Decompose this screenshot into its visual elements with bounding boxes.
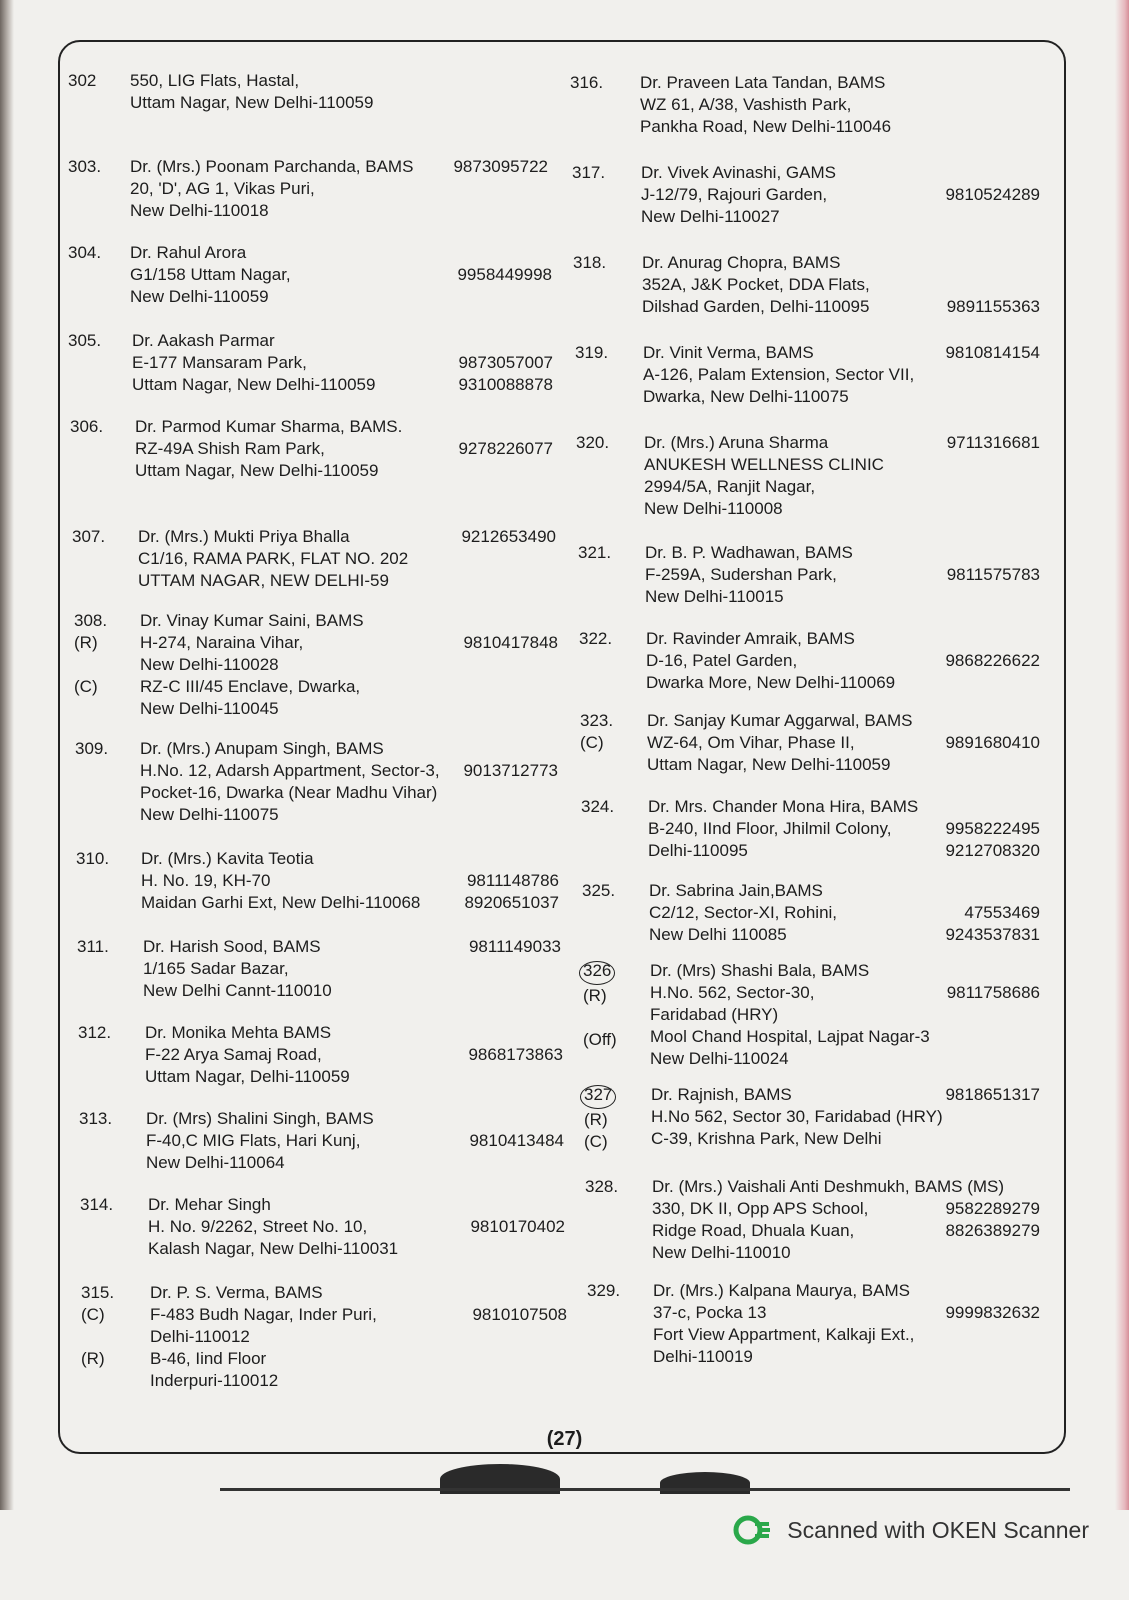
entry-number xyxy=(587,1280,635,1302)
entry-phones xyxy=(940,710,1040,754)
doctor-name: Dr. (Mrs.) Mukti Priya Bhalla xyxy=(138,527,350,546)
phone-number: 9582289279 xyxy=(945,1199,1040,1218)
address-tag: (C) xyxy=(580,733,604,752)
phone-number: 9811149033 xyxy=(468,937,561,956)
doctor-name: Dr. Harish Sood, BAMS xyxy=(143,937,321,956)
address-line: Kalash Nagar, New Delhi-110031 xyxy=(148,1239,399,1258)
address-line: New Delhi-110018 xyxy=(130,201,269,220)
address-line: A-126, Palam Extension, Sector VII, xyxy=(643,365,915,384)
phone-number: 9810413484 xyxy=(469,1131,564,1150)
entry-phones xyxy=(940,342,1040,364)
serial-number: 324. xyxy=(581,797,615,816)
phone-number: 9891680410 xyxy=(945,733,1040,752)
address-line: 1/165 Sadar Bazar, xyxy=(143,959,289,978)
address-line: Inderpuri-110012 xyxy=(150,1371,279,1390)
serial-number: 328. xyxy=(585,1177,619,1196)
phone-number: 8826389279 xyxy=(945,1221,1040,1240)
entry-address xyxy=(642,252,870,318)
address-line: Pankha Road, New Delhi-110046 xyxy=(640,117,892,136)
phone-number: 9868226622 xyxy=(945,651,1040,670)
address-line: WZ 61, A/38, Vashisth Park, xyxy=(640,95,852,114)
address-tag: (Off) xyxy=(583,1030,617,1049)
phone-number: 9310088878 xyxy=(458,375,553,394)
address-line: H-274, Naraina Vihar, xyxy=(140,633,304,652)
serial-number: 312. xyxy=(78,1023,112,1042)
phone-number xyxy=(453,416,553,438)
phone-number: 9811575783 xyxy=(946,565,1040,584)
address-line: F-483 Budh Nagar, Inder Puri, xyxy=(150,1305,377,1324)
address-line: J-12/79, Rajouri Garden, xyxy=(641,185,828,204)
entry-phones xyxy=(461,936,561,958)
entry-address xyxy=(646,628,895,694)
entry-phones xyxy=(467,1282,567,1326)
doctor-name: Dr. Ravinder Amraik, BAMS xyxy=(646,629,855,648)
entry-number xyxy=(81,1282,129,1370)
entry-address xyxy=(641,162,836,228)
address-line: H. No. 19, KH-70 xyxy=(141,871,271,890)
entry-number xyxy=(584,1084,632,1153)
entry-number xyxy=(70,416,118,438)
phone-number: 9810814154 xyxy=(945,343,1040,362)
phone-number: 9212708320 xyxy=(945,841,1040,860)
page-bottom-edge xyxy=(220,1488,1070,1491)
address-line: Delhi-110019 xyxy=(653,1347,753,1366)
entry-address xyxy=(648,796,918,862)
entry-number xyxy=(585,1176,633,1198)
doctor-name: Dr. (Mrs) Shashi Bala, BAMS xyxy=(650,961,870,980)
phone-number xyxy=(940,960,1040,982)
phone-number xyxy=(940,1176,1040,1198)
address-line: C-39, Krishna Park, New Delhi xyxy=(651,1129,882,1148)
entry-number xyxy=(583,960,631,1051)
phone-number: 9810170402 xyxy=(470,1217,565,1236)
address-line: C1/16, RAMA PARK, FLAT NO. 202 xyxy=(138,549,409,568)
phone-number xyxy=(453,330,553,352)
serial-number: 322. xyxy=(579,629,613,648)
entry-number xyxy=(79,1108,127,1130)
entry-phones xyxy=(940,162,1040,206)
entry-address xyxy=(138,526,408,592)
doctor-name: Dr. (Mrs.) Anupam Singh, BAMS xyxy=(140,739,384,758)
phone-number xyxy=(463,1022,563,1044)
entry-address xyxy=(143,936,332,1002)
entry-phones xyxy=(940,1084,1040,1106)
entry-phones xyxy=(940,796,1040,862)
phone-number xyxy=(465,1194,565,1216)
entry-number xyxy=(68,70,116,92)
scanner-logo-icon xyxy=(733,1514,773,1546)
address-line: G1/158 Uttam Nagar, xyxy=(130,265,291,284)
entry-number xyxy=(68,242,116,264)
address-line: Ridge Road, Dhuala Kuan, xyxy=(652,1221,855,1240)
phone-number xyxy=(940,252,1040,274)
entry-phones xyxy=(453,330,553,396)
entry-phones xyxy=(463,1022,563,1066)
address-line: Dilshad Garden, Delhi-110095 xyxy=(642,297,870,316)
entry-number xyxy=(576,432,624,454)
phone-number xyxy=(452,242,552,264)
entry-address xyxy=(132,330,375,396)
doctor-name: Dr. Vinit Verma, BAMS xyxy=(643,343,814,362)
doctor-name: Dr. B. P. Wadhawan, BAMS xyxy=(645,543,853,562)
entry-number xyxy=(581,796,629,818)
doctor-name: Dr. Parmod Kumar Sharma, BAMS. xyxy=(135,417,403,436)
address-line: New Delhi Cannt-110010 xyxy=(143,981,332,1000)
phone-number: 9873057007 xyxy=(458,353,553,372)
entry-address xyxy=(647,710,913,776)
serial-number: 311. xyxy=(77,937,109,956)
serial-number: 306. xyxy=(70,417,104,436)
doctor-name: Dr. (Mrs.) Poonam Parchanda, BAMS xyxy=(130,157,414,176)
entry-address xyxy=(140,738,440,826)
address-line: Uttam Nagar, New Delhi-110059 xyxy=(132,375,376,394)
scanner-text: Scanned with OKEN Scanner xyxy=(787,1516,1089,1543)
phone-number: 9999832632 xyxy=(945,1303,1040,1322)
address-line: Pocket-16, Dwarka (Near Madhu Vihar) xyxy=(140,783,438,802)
phone-number xyxy=(940,274,1040,296)
entry-number xyxy=(575,342,623,364)
address-line: F-40,C MIG Flats, Hari Kunj, xyxy=(146,1131,361,1150)
address-tag: (R) xyxy=(583,986,607,1005)
address-tag: (R) xyxy=(81,1349,105,1368)
phone-number xyxy=(940,628,1040,650)
entry-address xyxy=(130,242,291,308)
address-line: RZ-C III/45 Enclave, Dwarka, xyxy=(140,677,361,696)
serial-number: 310. xyxy=(76,849,110,868)
entry-address xyxy=(645,542,853,608)
serial-number: 329. xyxy=(587,1281,621,1300)
address-line: New Delhi-110045 xyxy=(140,699,279,718)
address-line: Delhi-110012 xyxy=(150,1327,250,1346)
entry-address xyxy=(130,70,373,114)
serial-number: 303. xyxy=(68,157,102,176)
address-line: Uttam Nagar, Delhi-110059 xyxy=(145,1067,350,1086)
serial-number: 319. xyxy=(575,343,609,362)
entry-phones xyxy=(465,1194,565,1238)
serial-number: 316. xyxy=(570,73,604,92)
entry-phones xyxy=(940,960,1040,1004)
address-line: B-240, IInd Floor, Jhilmil Colony, xyxy=(648,819,892,838)
address-tag: (C) xyxy=(74,677,98,696)
address-line: Mool Chand Hospital, Lajpat Nagar-3 xyxy=(650,1027,930,1046)
address-tag xyxy=(583,1007,631,1029)
doctor-name: Dr. Monika Mehta BAMS xyxy=(145,1023,332,1042)
entry-address xyxy=(653,1280,914,1368)
phone-number: 8920651037 xyxy=(464,893,559,912)
entry-address xyxy=(148,1194,398,1260)
phone-number xyxy=(940,880,1040,902)
entry-number xyxy=(570,72,618,94)
entry-phones xyxy=(940,1176,1040,1242)
address-line: Delhi-110095 xyxy=(648,841,748,860)
address-line: New Delhi-110075 xyxy=(140,805,279,824)
address-tag xyxy=(74,654,122,676)
entry-address xyxy=(135,416,402,482)
serial-number: 307. xyxy=(72,527,106,546)
address-line: H.No. 562, Sector-30, xyxy=(650,983,815,1002)
entry-address xyxy=(640,72,891,138)
phone-number: 9958449998 xyxy=(457,265,552,284)
address-tag: (C) xyxy=(584,1132,608,1151)
entry-address xyxy=(141,848,420,914)
entry-phones xyxy=(940,432,1040,454)
address-line: Uttam Nagar, New Delhi-110059 xyxy=(135,461,379,480)
address-line: F-22 Arya Samaj Road, xyxy=(145,1045,322,1064)
serial-number: 308. xyxy=(74,611,108,630)
phone-number: 9810107508 xyxy=(472,1305,567,1324)
entry-phones xyxy=(940,252,1040,318)
phone-number: 9711316681 xyxy=(946,433,1040,452)
entry-phones xyxy=(940,1280,1040,1324)
doctor-name: Dr. (Mrs.) Vaishali Anti Deshmukh, BAMS (MS) xyxy=(652,1177,1005,1196)
address-tag: (R) xyxy=(74,633,98,652)
address-line: New Delhi-110010 xyxy=(652,1243,791,1262)
address-line: New Delhi-110015 xyxy=(645,587,784,606)
entry-number xyxy=(72,526,120,548)
doctor-name: Dr. Sabrina Jain,BAMS xyxy=(649,881,823,900)
address-line: New Delhi-110008 xyxy=(644,499,783,518)
phone-number: 9810417848 xyxy=(463,633,558,652)
phone-number: 9278226077 xyxy=(458,439,553,458)
address-line: New Delhi 110085 xyxy=(649,925,787,944)
serial-number: 323. xyxy=(580,711,614,730)
entry-phones xyxy=(458,738,558,782)
entry-number xyxy=(582,880,630,902)
address-line: Uttam Nagar, New Delhi-110059 xyxy=(647,755,891,774)
doctor-name: Dr. (Mrs) Shalini Singh, BAMS xyxy=(146,1109,374,1128)
phone-number xyxy=(464,1108,564,1130)
entry-phones xyxy=(940,628,1040,672)
phone-number: 9212653490 xyxy=(461,527,556,546)
entry-number xyxy=(77,936,125,958)
serial-number: 325. xyxy=(582,881,616,900)
address-tag: (R) xyxy=(584,1110,608,1129)
entry-phones xyxy=(456,526,556,548)
entry-address xyxy=(643,342,914,408)
entry-address xyxy=(150,1282,377,1392)
phone-number: 9811148786 xyxy=(466,871,559,890)
doctor-name: Dr. P. S. Verma, BAMS xyxy=(150,1283,323,1302)
entry-address xyxy=(644,432,884,520)
address-line: Maidan Garhi Ext, New Delhi-110068 xyxy=(141,893,421,912)
entry-number xyxy=(572,162,620,184)
entry-number xyxy=(76,848,124,870)
phone-number: 9873095722 xyxy=(453,157,548,176)
entry-address xyxy=(130,156,413,222)
serial-number: 327 xyxy=(580,1085,616,1109)
phone-number: 9868173863 xyxy=(468,1045,563,1064)
page-left-shadow xyxy=(0,0,14,1510)
serial-number: 321. xyxy=(578,543,612,562)
entry-phones xyxy=(940,542,1040,586)
address-line: WZ-64, Om Vihar, Phase II, xyxy=(647,733,855,752)
page-number: (27) xyxy=(546,1428,583,1450)
doctor-name: Dr. Praveen Lata Tandan, BAMS xyxy=(640,73,886,92)
entry-phones xyxy=(459,848,559,914)
serial-number: 317. xyxy=(572,163,606,182)
serial-number: 309. xyxy=(75,739,109,758)
phone-number: 9013712773 xyxy=(463,761,558,780)
address-line: C2/12, Sector-XI, Rohini, xyxy=(649,903,838,922)
address-line: H.No. 12, Adarsh Appartment, Sector-3, xyxy=(140,761,440,780)
address-tag xyxy=(81,1326,129,1348)
entry-phones xyxy=(458,610,558,654)
doctor-name: Dr. Mrs. Chander Mona Hira, BAMS xyxy=(648,797,919,816)
entry-address xyxy=(651,1084,943,1150)
phone-number: 9818651317 xyxy=(945,1085,1040,1104)
phone-number xyxy=(459,848,559,870)
entry-address xyxy=(140,610,364,720)
address-line: New Delhi-110027 xyxy=(641,207,780,226)
address-line: Faridabad (HRY) xyxy=(650,1005,779,1024)
phone-number: 9243537831 xyxy=(945,925,1040,944)
phone-number xyxy=(467,1282,567,1304)
phone-number xyxy=(458,738,558,760)
doctor-name: Dr. Anurag Chopra, BAMS xyxy=(642,253,841,272)
address-line: 2994/5A, Ranjit Nagar, xyxy=(644,477,816,496)
entry-number xyxy=(78,1022,126,1044)
doctor-name: Dr. Rajnish, BAMS xyxy=(651,1085,792,1104)
doctor-name: Dr. (Mrs.) Aruna Sharma xyxy=(644,433,829,452)
serial-number: 326 xyxy=(579,961,615,985)
entry-phones xyxy=(453,416,553,460)
serial-number: 302 xyxy=(68,71,97,90)
entry-number xyxy=(68,330,116,352)
address-line: 37-c, Pocka 13 xyxy=(653,1303,767,1322)
doctor-name: Dr. Rahul Arora xyxy=(130,243,247,262)
phone-number: 9811758686 xyxy=(946,983,1040,1002)
doctor-name: Dr. Sanjay Kumar Aggarwal, BAMS xyxy=(647,711,913,730)
address-tag: (C) xyxy=(81,1305,105,1324)
serial-number: 313. xyxy=(79,1109,113,1128)
entry-phones xyxy=(464,1108,564,1152)
address-line: UTTAM NAGAR, NEW DELHI-59 xyxy=(138,571,389,590)
entry-number xyxy=(80,1194,128,1216)
address-line: New Delhi-110064 xyxy=(146,1153,285,1172)
serial-number: 315. xyxy=(81,1283,115,1302)
entry-number xyxy=(578,542,626,564)
address-line: RZ-49A Shish Ram Park, xyxy=(135,439,325,458)
serial-number: 318. xyxy=(573,253,607,272)
doctor-name: Dr. (Mrs.) Kalpana Maurya, BAMS xyxy=(653,1281,910,1300)
address-line: Uttam Nagar, New Delhi-110059 xyxy=(130,93,374,112)
address-line: New Delhi-110028 xyxy=(140,655,279,674)
entry-number xyxy=(579,628,627,650)
address-line: B-46, Iind Floor xyxy=(150,1349,267,1368)
page-right-edge xyxy=(1115,0,1129,1510)
scanner-watermark xyxy=(733,1514,1089,1546)
entry-number xyxy=(75,738,123,760)
entry-phones xyxy=(448,156,548,178)
entry-number xyxy=(573,252,621,274)
phone-number xyxy=(458,610,558,632)
phone-number xyxy=(940,1280,1040,1302)
doctor-name: Dr. Aakash Parmar xyxy=(132,331,275,350)
serial-number: 304. xyxy=(68,243,102,262)
address-line: 330, DK II, Opp APS School, xyxy=(652,1199,869,1218)
doctor-name: Dr. Vinay Kumar Saini, BAMS xyxy=(140,611,364,630)
address-line: 20, 'D', AG 1, Vikas Puri, xyxy=(130,179,315,198)
entry-number xyxy=(74,610,122,698)
address-line: 352A, J&K Pocket, DDA Flats, xyxy=(642,275,870,294)
phone-number xyxy=(940,710,1040,732)
entry-address xyxy=(650,960,930,1070)
serial-number: 320. xyxy=(576,433,610,452)
address-line: E-177 Mansaram Park, xyxy=(132,353,307,372)
address-line: H.No 562, Sector 30, Faridabad (HRY) xyxy=(651,1107,943,1126)
entry-number xyxy=(68,156,116,178)
entry-phones xyxy=(940,880,1040,946)
address-line: Dwarka, New Delhi-110075 xyxy=(643,387,849,406)
doctor-name: 550, LIG Flats, Hastal, xyxy=(130,71,300,90)
address-line: ANUKESH WELLNESS CLINIC xyxy=(644,455,884,474)
address-line: H. No. 9/2262, Street No. 10, xyxy=(148,1217,368,1236)
phone-number xyxy=(940,162,1040,184)
address-line: Fort View Appartment, Kalkaji Ext., xyxy=(653,1325,915,1344)
serial-number: 305. xyxy=(68,331,102,350)
phone-number xyxy=(940,542,1040,564)
address-line: Dwarka More, New Delhi-110069 xyxy=(646,673,896,692)
entry-address xyxy=(649,880,837,946)
entry-address xyxy=(146,1108,374,1174)
entry-number xyxy=(580,710,628,754)
entry-address xyxy=(145,1022,350,1088)
phone-number: 9958222495 xyxy=(945,819,1040,838)
address-line: F-259A, Sudershan Park, xyxy=(645,565,837,584)
phone-number: 47553469 xyxy=(964,903,1040,922)
serial-number: 314. xyxy=(80,1195,114,1214)
address-line: D-16, Patel Garden, xyxy=(646,651,798,670)
doctor-name: Dr. Mehar Singh xyxy=(148,1195,271,1214)
address-line: New Delhi-110059 xyxy=(130,287,269,306)
phone-number: 9810524289 xyxy=(945,185,1040,204)
doctor-name: Dr. Vivek Avinashi, GAMS xyxy=(641,163,836,182)
phone-number xyxy=(940,796,1040,818)
entry-phones xyxy=(452,242,552,286)
doctor-name: Dr. (Mrs.) Kavita Teotia xyxy=(141,849,314,868)
phone-number: 9891155363 xyxy=(946,297,1040,316)
address-line: New Delhi-110024 xyxy=(650,1049,789,1068)
